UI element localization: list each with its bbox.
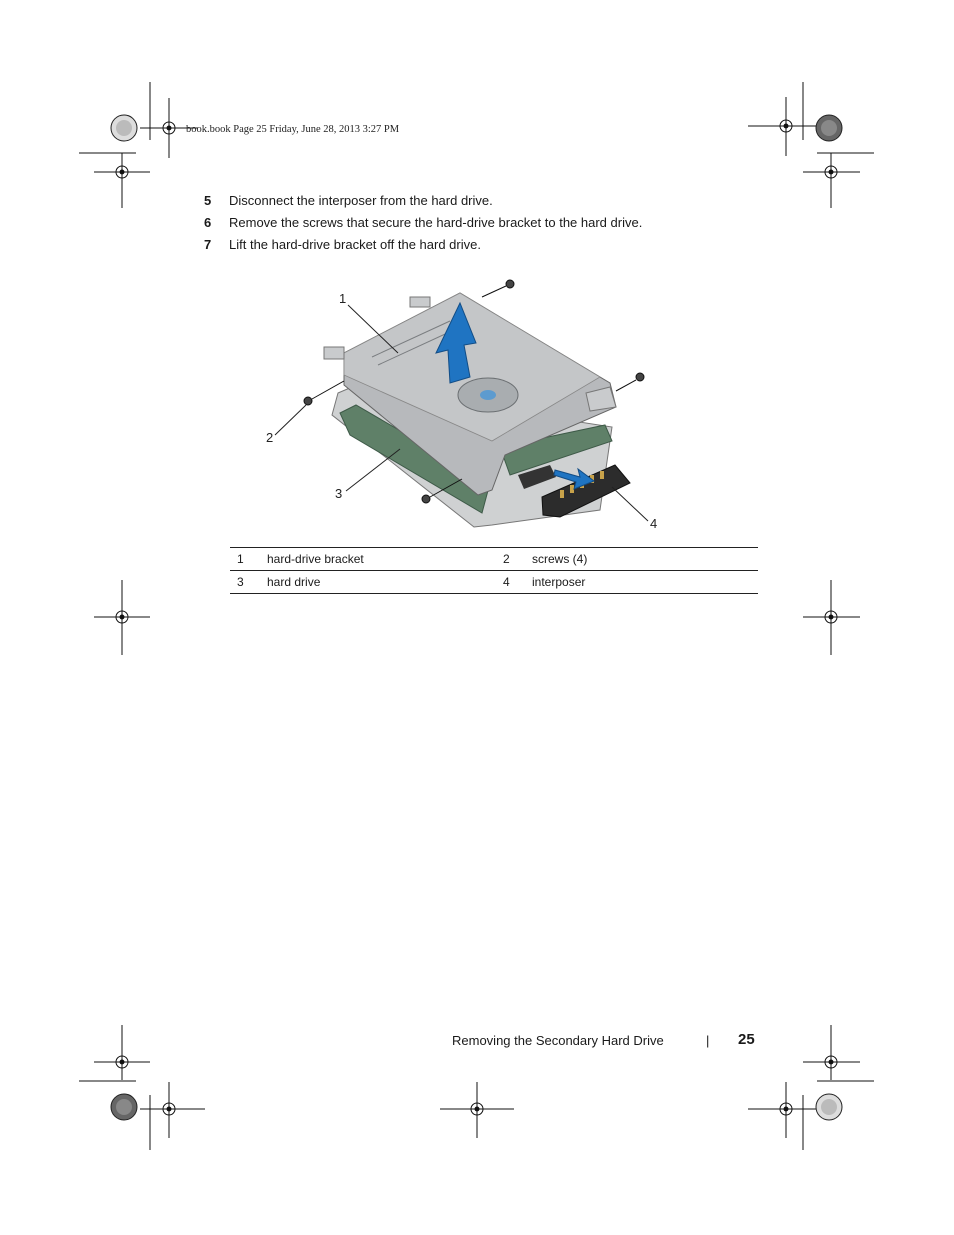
footer-chapter-title: Removing the Secondary Hard Drive — [452, 1033, 664, 1048]
legend-table — [230, 547, 758, 594]
callout-2: 2 — [266, 430, 274, 445]
step-7 — [204, 237, 481, 252]
legend-number: 1 — [237, 552, 244, 566]
legend-label: hard-drive bracket — [267, 552, 364, 566]
callout-4: 4 — [650, 516, 658, 531]
print-slug: book.book Page 25 Friday, June 28, 2013 3:27 PM — [186, 124, 400, 135]
legend-label: screws (4) — [532, 552, 588, 566]
step-text: Lift the hard-drive bracket off the hard drive. — [229, 237, 481, 252]
footer-separator: | — [706, 1033, 710, 1048]
callout-3: 3 — [335, 486, 343, 501]
callout-1: 1 — [339, 291, 347, 306]
legend-number: 2 — [503, 552, 510, 566]
step-text: Remove the screws that secure the hard-drive bracket to the hard drive. — [229, 215, 643, 230]
legend-label: interposer — [532, 575, 586, 589]
hard-drive-illustration — [260, 275, 680, 535]
table-row — [230, 571, 758, 594]
step-number: 6 — [204, 215, 212, 230]
page-number: 25 — [738, 1031, 755, 1048]
step-5 — [204, 193, 493, 208]
legend-number: 4 — [503, 575, 510, 589]
step-number: 7 — [204, 237, 212, 252]
step-number: 5 — [204, 193, 212, 208]
legend-number: 3 — [237, 575, 244, 589]
legend-label: hard drive — [267, 575, 321, 589]
step-6 — [204, 215, 642, 230]
table-row — [230, 548, 758, 571]
step-text: Disconnect the interposer from the hard drive. — [229, 193, 493, 208]
